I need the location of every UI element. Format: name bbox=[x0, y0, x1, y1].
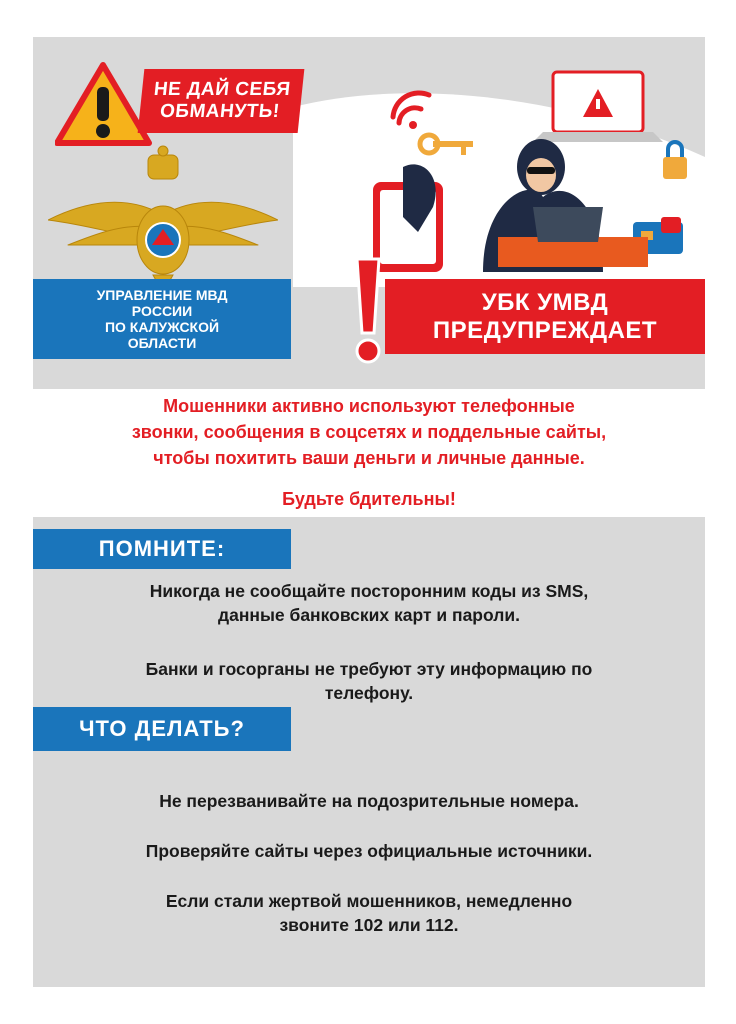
remember-p2-line-2: телефону. bbox=[324, 683, 414, 703]
what-to-do-p1-line-1: Не перезванивайте на подозрительные номера. bbox=[159, 791, 579, 811]
alert-line-2: ПРЕДУПРЕЖДАЕТ bbox=[432, 316, 658, 344]
what-to-do-heading: ЧТО ДЕЛАТЬ? bbox=[33, 707, 291, 751]
lead-text bbox=[33, 393, 705, 471]
lock-icon bbox=[663, 142, 687, 179]
laptop-warning-icon bbox=[533, 72, 663, 142]
remember-paragraph-1 bbox=[33, 579, 705, 627]
remember-p1-line-1: Никогда не сообщайте посторонним коды из SMS, bbox=[149, 581, 589, 601]
agency-line-2: РОССИИ bbox=[131, 303, 193, 319]
alert-line-1: УБК УМВД bbox=[481, 288, 609, 316]
what-to-do-p2-line-1: Проверяйте сайты через официальные источники. bbox=[145, 841, 593, 861]
agency-label bbox=[33, 279, 291, 359]
warning-line-2: ОБМАНУТЬ! bbox=[158, 101, 281, 122]
remember-p2-line-1: Банки и госорганы не требуют эту информацию по bbox=[145, 659, 593, 679]
alert-banner bbox=[385, 279, 705, 354]
agency-line-4: ОБЛАСТИ bbox=[127, 335, 197, 351]
what-to-do-paragraph-1 bbox=[33, 789, 705, 813]
lead-line-3: чтобы похитить ваши деньги и личные данные. bbox=[153, 448, 585, 468]
call-to-action: Будьте бдительны! bbox=[282, 489, 456, 509]
exclamation-icon bbox=[351, 255, 385, 365]
remember-heading: ПОМНИТЕ: bbox=[33, 529, 291, 569]
wifi-icon bbox=[393, 93, 429, 129]
agency-line-3: ПО КАЛУЖСКОЙ bbox=[104, 319, 220, 335]
what-to-do-p3-line-1: Если стали жертвой мошенников, немедленно bbox=[165, 891, 573, 911]
lead-line-1: Мошенники активно используют телефонные bbox=[163, 396, 575, 416]
what-to-do-paragraph-3 bbox=[33, 889, 705, 937]
lead-panel bbox=[33, 389, 705, 517]
warning-slogan bbox=[138, 69, 305, 133]
remember-paragraph-2 bbox=[33, 657, 705, 705]
mvd-eagle-emblem bbox=[48, 145, 278, 295]
remember-p1-line-2: данные банковских карт и пароли. bbox=[217, 605, 520, 625]
what-to-do-p3-line-2: звоните 102 или 112. bbox=[279, 915, 459, 935]
agency-line-1: УПРАВЛЕНИЕ МВД bbox=[96, 287, 228, 303]
poster bbox=[33, 37, 705, 987]
key-icon bbox=[420, 135, 473, 155]
warning-line-1: НЕ ДАЙ СЕБЯ bbox=[152, 79, 292, 100]
lead-line-2: звонки, сообщения в соцсетях и поддельные сайты, bbox=[131, 422, 607, 442]
what-to-do-paragraph-2 bbox=[33, 839, 705, 863]
hacker-illustration bbox=[333, 57, 703, 272]
